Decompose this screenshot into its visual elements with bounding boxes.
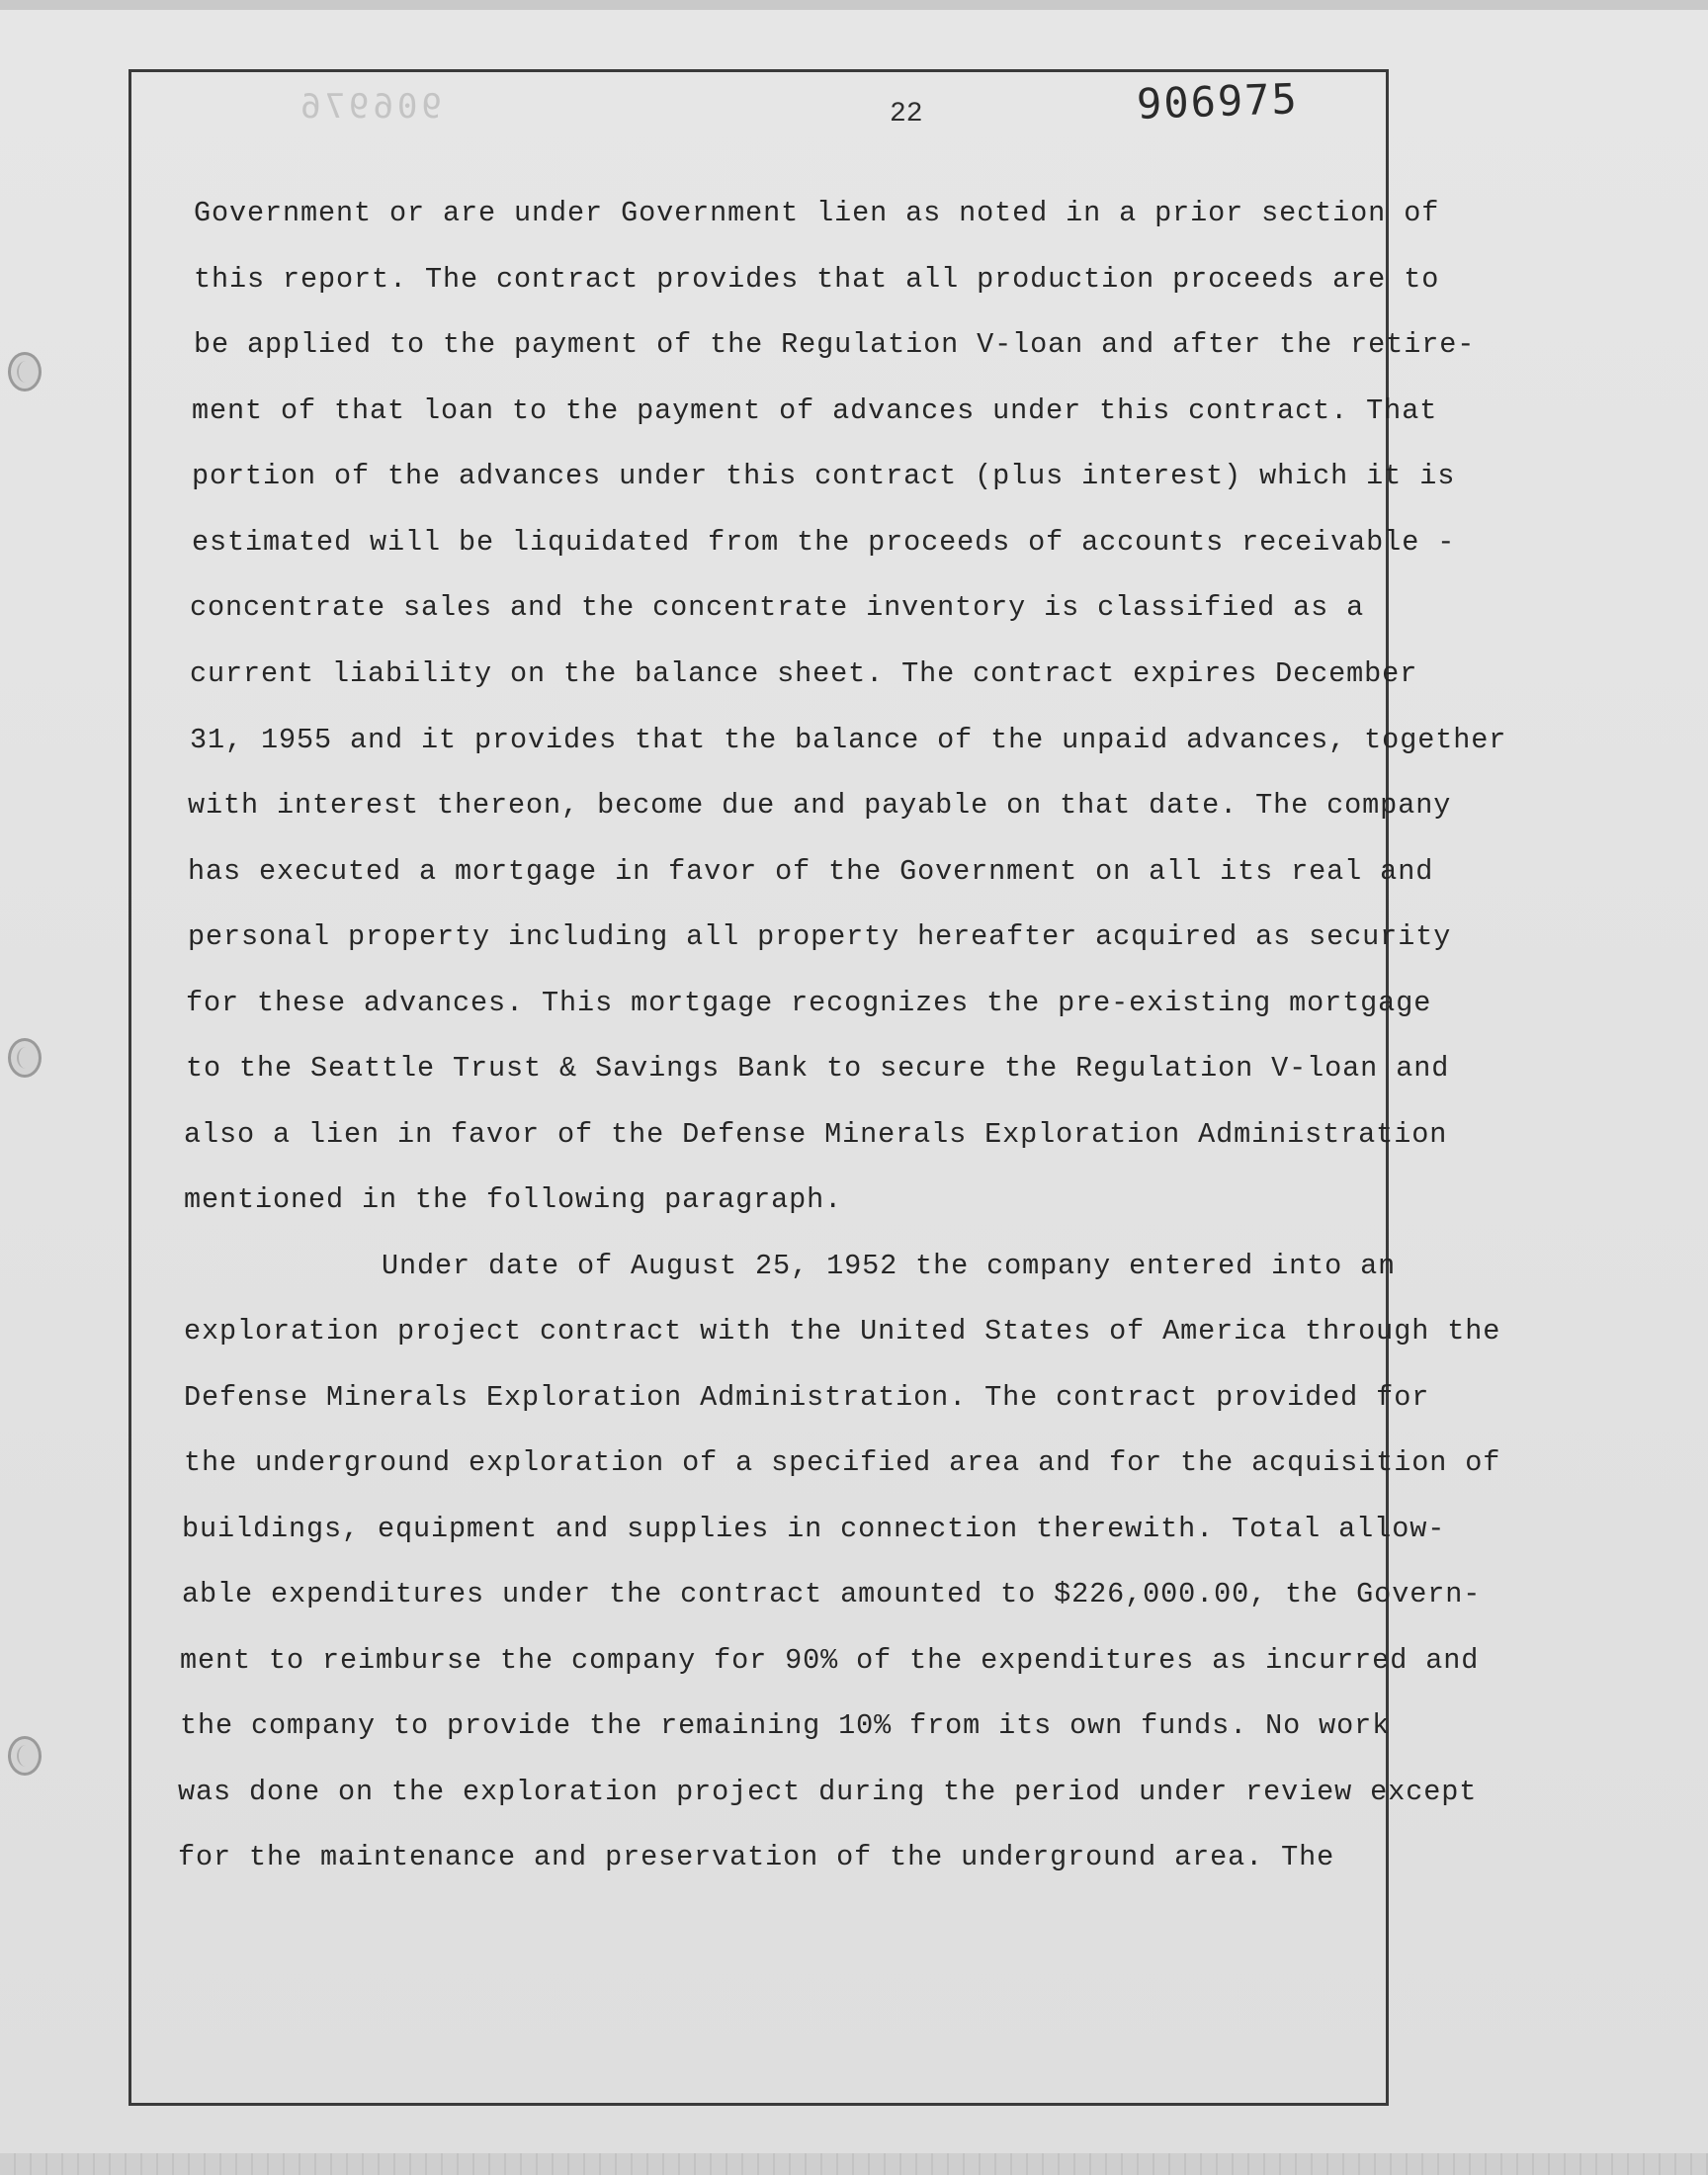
text-line: the underground exploration of a specified area and for the acquisition of <box>184 1446 1501 1479</box>
document-stamp-number: 906975 <box>1136 74 1300 129</box>
text-line: Government or are under Government lien as noted in a prior section of <box>194 197 1440 229</box>
text-line: estimated will be liquidated from the proceeds of accounts receivable - <box>192 526 1456 559</box>
text-line: this report. The contract provides that all production proceeds are to <box>194 263 1440 296</box>
text-line: the company to provide the remaining 10% from its own funds. No work <box>180 1709 1391 1742</box>
text-line: mentioned in the following paragraph. <box>184 1183 843 1216</box>
text-line: ment to reimburse the company for 90% of the expenditures as incurred and <box>180 1644 1480 1677</box>
bleed-through-number: 906976 <box>297 87 442 127</box>
scan-bottom-edge <box>0 2153 1708 2175</box>
text-line: be applied to the payment of the Regulation V-loan and after the retire- <box>194 328 1476 361</box>
text-line: has executed a mortgage in favor of the Government on all its real and <box>188 855 1434 888</box>
text-line: 31, 1955 and it provides that the balance of the unpaid advances, together <box>190 724 1507 756</box>
text-line: for these advances. This mortgage recognizes the pre-existing mortgage <box>186 987 1432 1019</box>
text-line: able expenditures under the contract amounted to $226,000.00, the Govern- <box>182 1578 1482 1610</box>
text-line: personal property including all property hereafter acquired as security <box>188 920 1452 953</box>
punch-hole-top <box>8 352 42 392</box>
punch-hole-bottom <box>8 1736 42 1776</box>
text-line: also a lien in favor of the Defense Minerals Exploration Administration <box>184 1118 1448 1151</box>
text-line-paragraph-start: Under date of August 25, 1952 the company entered into an <box>382 1250 1397 1282</box>
text-line: for the maintenance and preservation of the underground area. The <box>178 1841 1335 1873</box>
text-line: Defense Minerals Exploration Administration. The contract provided for <box>184 1381 1430 1414</box>
text-line: was done on the exploration project during the period under review except <box>178 1776 1478 1808</box>
scan-top-edge <box>0 0 1708 10</box>
punch-hole-middle <box>8 1038 42 1078</box>
text-line: current liability on the balance sheet. The contract expires December <box>190 657 1418 690</box>
text-line: to the Seattle Trust & Savings Bank to secure the Regulation V-loan and <box>186 1052 1450 1085</box>
text-line: concentrate sales and the concentrate inventory is classified as a <box>190 591 1365 624</box>
page-number: 22 <box>890 99 923 130</box>
text-line: buildings, equipment and supplies in connection therewith. Total allow- <box>182 1513 1446 1545</box>
text-line: exploration project contract with the United States of America through the <box>184 1315 1501 1348</box>
text-line: portion of the advances under this contract (plus interest) which it is <box>192 460 1456 492</box>
text-line: ment of that loan to the payment of advances under this contract. That <box>192 394 1438 427</box>
text-line: with interest thereon, become due and payable on that date. The company <box>188 789 1452 822</box>
